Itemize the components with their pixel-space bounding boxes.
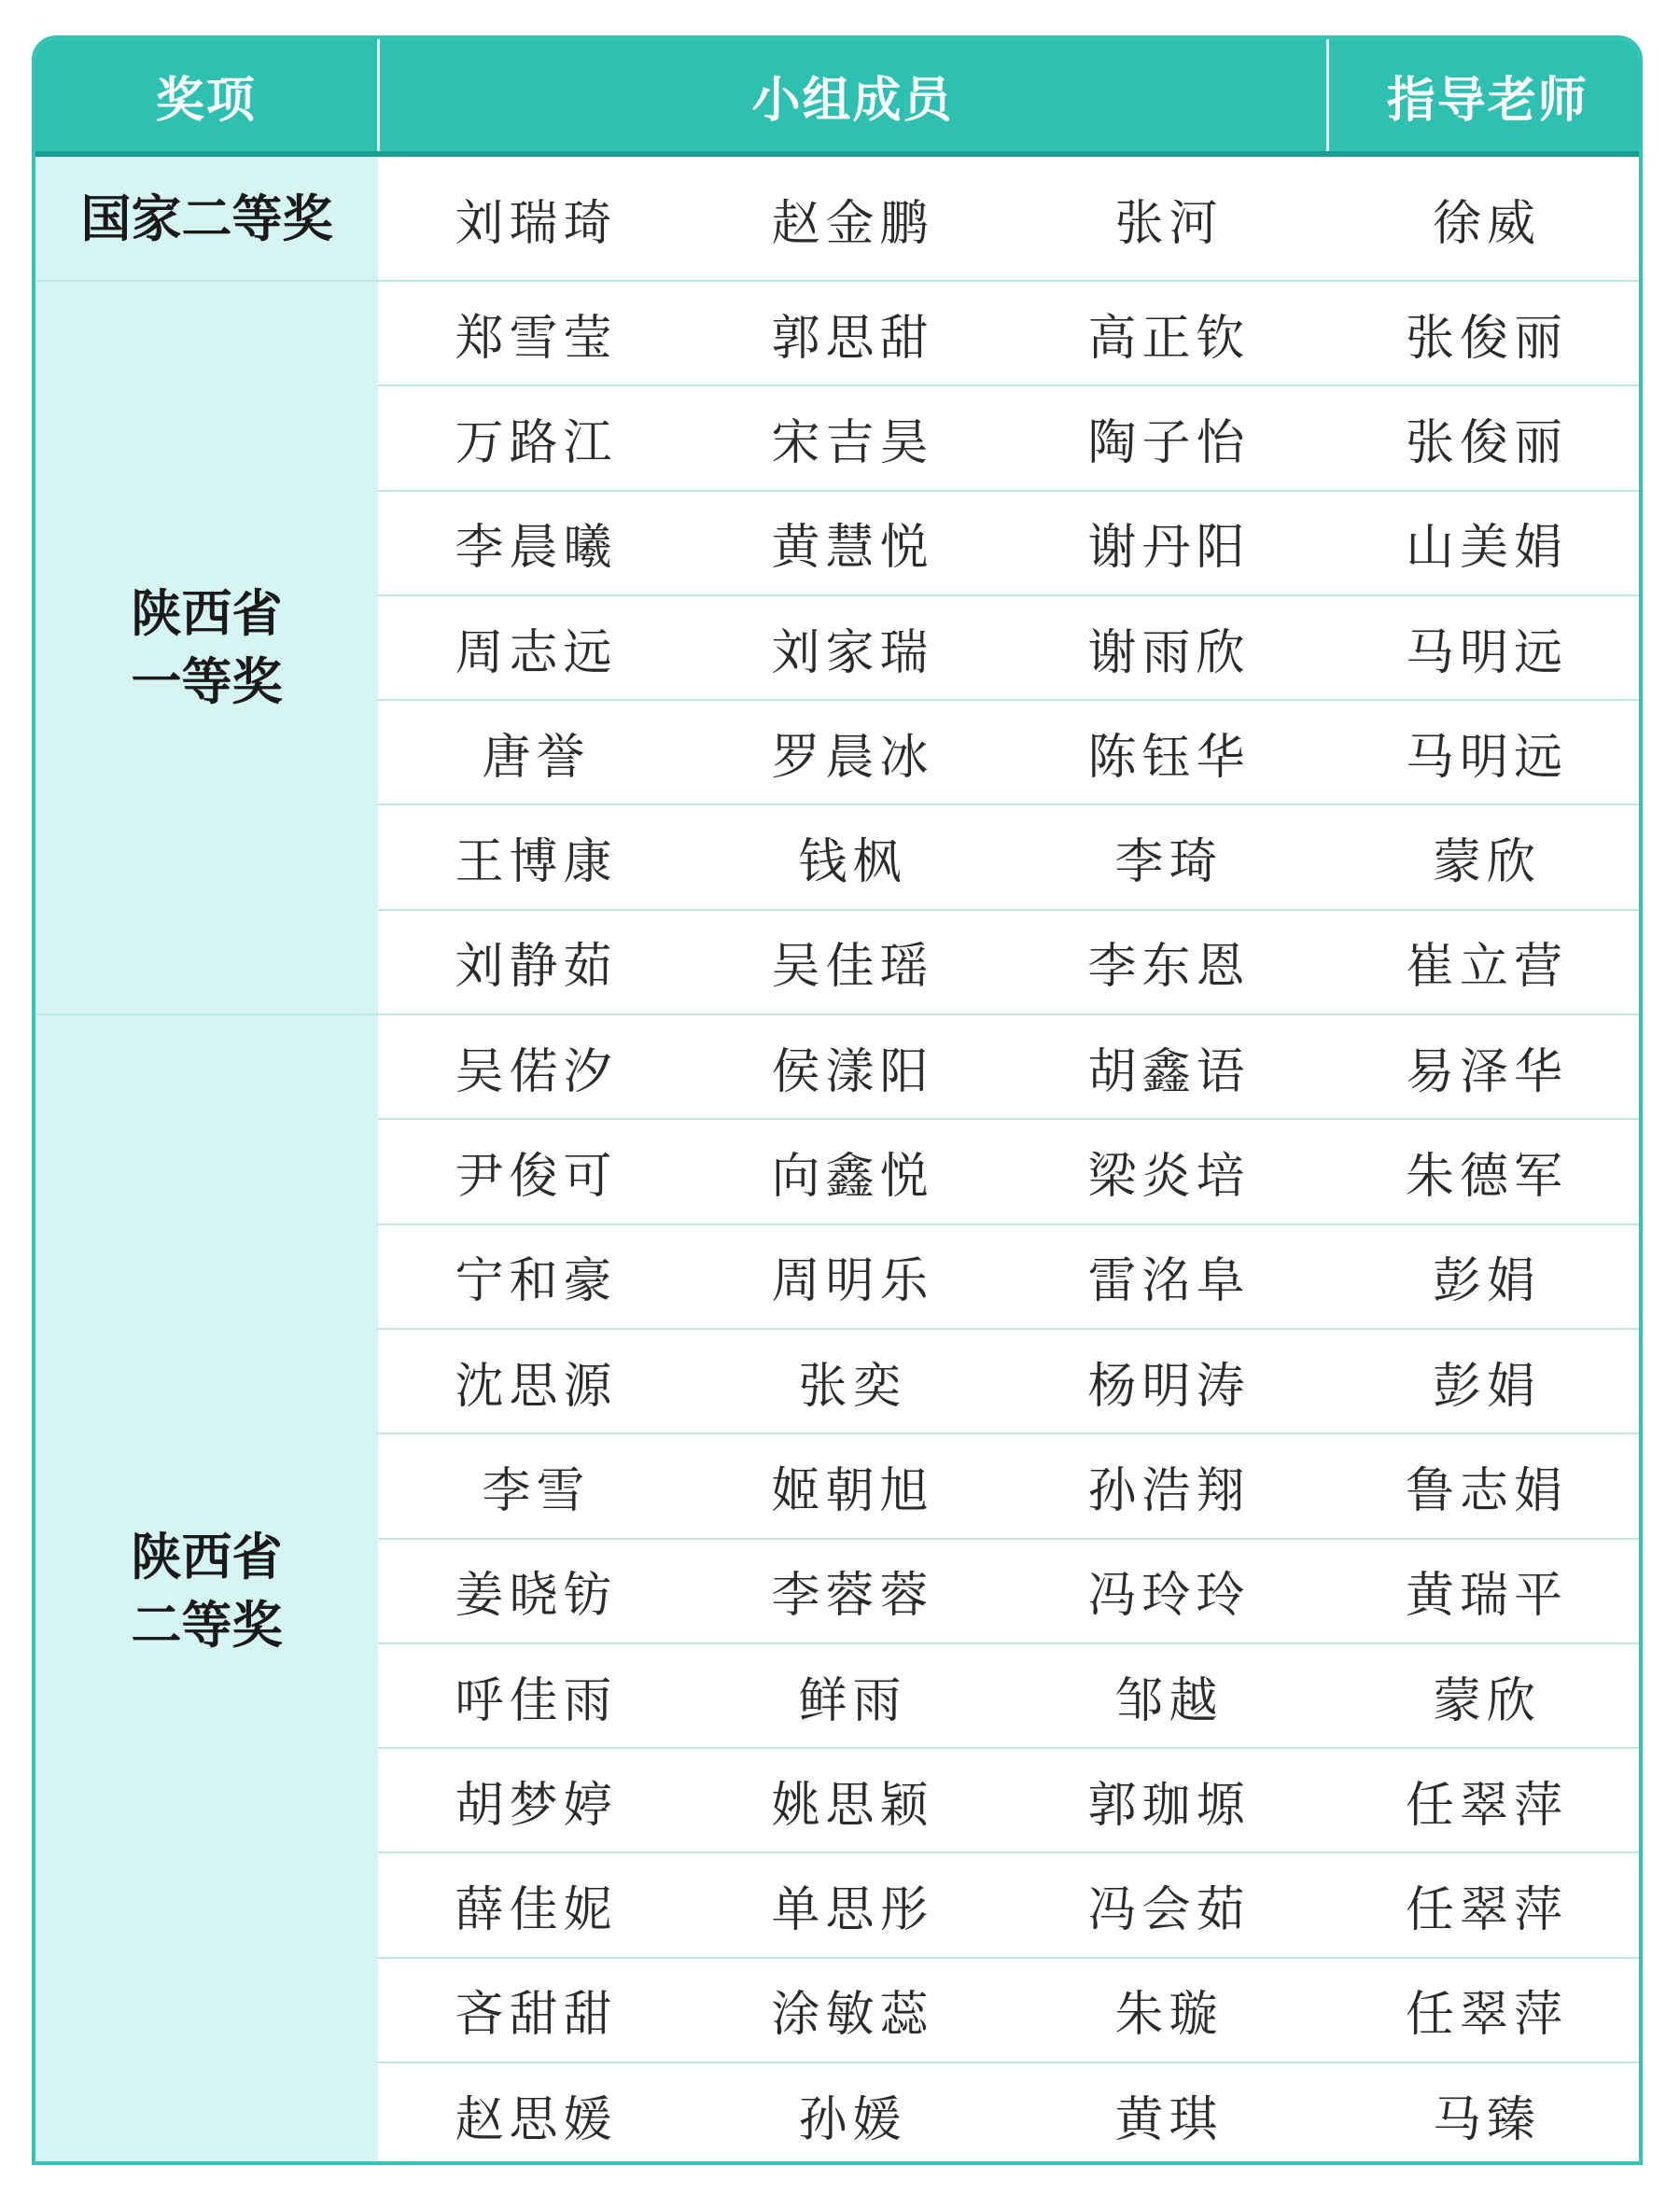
teacher-name: 马明远 [1327, 700, 1643, 804]
award-cell [35, 1014, 378, 2165]
member-name: 鲜雨 [694, 1643, 1011, 1748]
member-name: 李蓉蓉 [694, 1539, 1011, 1643]
teacher-name: 鲁志娟 [1327, 1433, 1643, 1538]
member-name: 周志远 [378, 595, 694, 700]
awards-table [35, 39, 1643, 2165]
header-members: 小组成员 [378, 39, 1327, 154]
teacher-name: 任翠萍 [1327, 1748, 1643, 1852]
member-name: 单思彤 [694, 1852, 1011, 1957]
teacher-name: 张俊丽 [1327, 385, 1643, 490]
member-name: 郑雪莹 [378, 281, 694, 385]
member-name: 孙浩翔 [1011, 1433, 1327, 1538]
member-name: 赵思媛 [455, 2092, 618, 2149]
award-cell [35, 281, 378, 1014]
member-name: 宁和豪 [378, 1224, 694, 1329]
member-name: 王博康 [378, 804, 694, 909]
member-name: 张奕 [694, 1329, 1011, 1433]
award-label-line: 国家二等奖 [80, 188, 333, 248]
teacher-name: 蒙欣 [1327, 1643, 1643, 1748]
member-name: 谢雨欣 [1011, 595, 1327, 700]
header-row [35, 39, 1643, 154]
table-row [35, 281, 1643, 385]
member-name: 邹越 [1011, 1643, 1327, 1748]
member-name: 赵金鹏 [694, 154, 1011, 281]
teacher-name: 马明远 [1327, 595, 1643, 700]
member-name: 冯会茹 [1011, 1852, 1327, 1957]
teacher-name: 黄瑞平 [1327, 1539, 1643, 1643]
member-name: 侯漾阳 [694, 1014, 1011, 1119]
member-name: 刘瑞琦 [378, 154, 694, 281]
member-name: 胡梦婷 [378, 1748, 694, 1852]
teacher-name: 山美娟 [1327, 491, 1643, 595]
member-name: 姜晓钫 [378, 1539, 694, 1643]
member-name: 吴偌汐 [378, 1014, 694, 1119]
member-name: 钱枫 [694, 804, 1011, 909]
member-name: 吴佳瑶 [694, 910, 1011, 1014]
member-name: 郭思甜 [694, 281, 1011, 385]
table-row [35, 1014, 1643, 1119]
teacher-name: 彭娟 [1327, 1329, 1643, 1433]
header-award: 奖项 [35, 39, 378, 154]
teacher-name: 彭娟 [1327, 1224, 1643, 1329]
member-name: 呼佳雨 [378, 1643, 694, 1748]
teacher-name: 崔立营 [1327, 910, 1643, 1014]
award-label-line: 陕西省 [131, 583, 283, 644]
member-name: 沈思源 [378, 1329, 694, 1433]
member-name: 刘家瑞 [694, 595, 1011, 700]
teacher-name: 任翠萍 [1327, 1958, 1643, 2062]
member-name: 谢丹阳 [1011, 491, 1327, 595]
teacher-name: 马臻 [1433, 2092, 1542, 2149]
award-label-line: 二等奖 [131, 1594, 283, 1655]
member-name: 姚思颖 [694, 1748, 1011, 1852]
member-name: 向鑫悦 [694, 1119, 1011, 1223]
member-name: 孙媛 [798, 2092, 907, 2149]
member-name: 涂敏蕊 [694, 1958, 1011, 2062]
member-name: 周明乐 [694, 1224, 1011, 1329]
member-name: 唐誉 [378, 700, 694, 804]
teacher-name: 张俊丽 [1327, 281, 1643, 385]
member-name: 罗晨冰 [694, 700, 1011, 804]
member-name: 吝甜甜 [378, 1958, 694, 2062]
member-name: 杨明涛 [1011, 1329, 1327, 1433]
member-name: 宋吉昊 [694, 385, 1011, 490]
award-label-line: 一等奖 [131, 651, 283, 712]
teacher-name: 易泽华 [1327, 1014, 1643, 1119]
member-name: 尹俊可 [378, 1119, 694, 1223]
member-name: 高正钦 [1011, 281, 1327, 385]
teacher-name: 徐威 [1327, 154, 1643, 281]
member-name: 梁炎培 [1011, 1119, 1327, 1223]
teacher-name: 蒙欣 [1327, 804, 1643, 909]
member-name: 朱璇 [1011, 1958, 1327, 2062]
member-name: 胡鑫语 [1011, 1014, 1327, 1119]
member-name: 陶子怡 [1011, 385, 1327, 490]
member-name: 薛佳妮 [378, 1852, 694, 1957]
member-name: 李晨曦 [378, 491, 694, 595]
member-name: 姬朝旭 [694, 1433, 1011, 1538]
table-row [35, 154, 1643, 281]
member-name: 冯玲玲 [1011, 1539, 1327, 1643]
header-teacher: 指导老师 [1327, 39, 1643, 154]
member-name: 雷洺阜 [1011, 1224, 1327, 1329]
member-name: 李雪 [378, 1433, 694, 1538]
member-name: 李东恩 [1011, 910, 1327, 1014]
teacher-name: 任翠萍 [1327, 1852, 1643, 1957]
member-name: 李琦 [1011, 804, 1327, 909]
member-name: 张河 [1011, 154, 1327, 281]
member-name: 刘静茹 [378, 910, 694, 1014]
table-body [35, 154, 1643, 2165]
table-header [35, 39, 1643, 154]
member-name: 黄慧悦 [694, 491, 1011, 595]
member-name: 黄琪 [1114, 2092, 1224, 2149]
member-name: 陈钰华 [1011, 700, 1327, 804]
award-cell [35, 154, 378, 281]
teacher-name: 朱德军 [1327, 1119, 1643, 1223]
award-label-line: 陕西省 [131, 1526, 283, 1586]
awards-table-container [32, 35, 1643, 2165]
member-name: 郭珈塬 [1011, 1748, 1327, 1852]
member-name: 万路江 [378, 385, 694, 490]
